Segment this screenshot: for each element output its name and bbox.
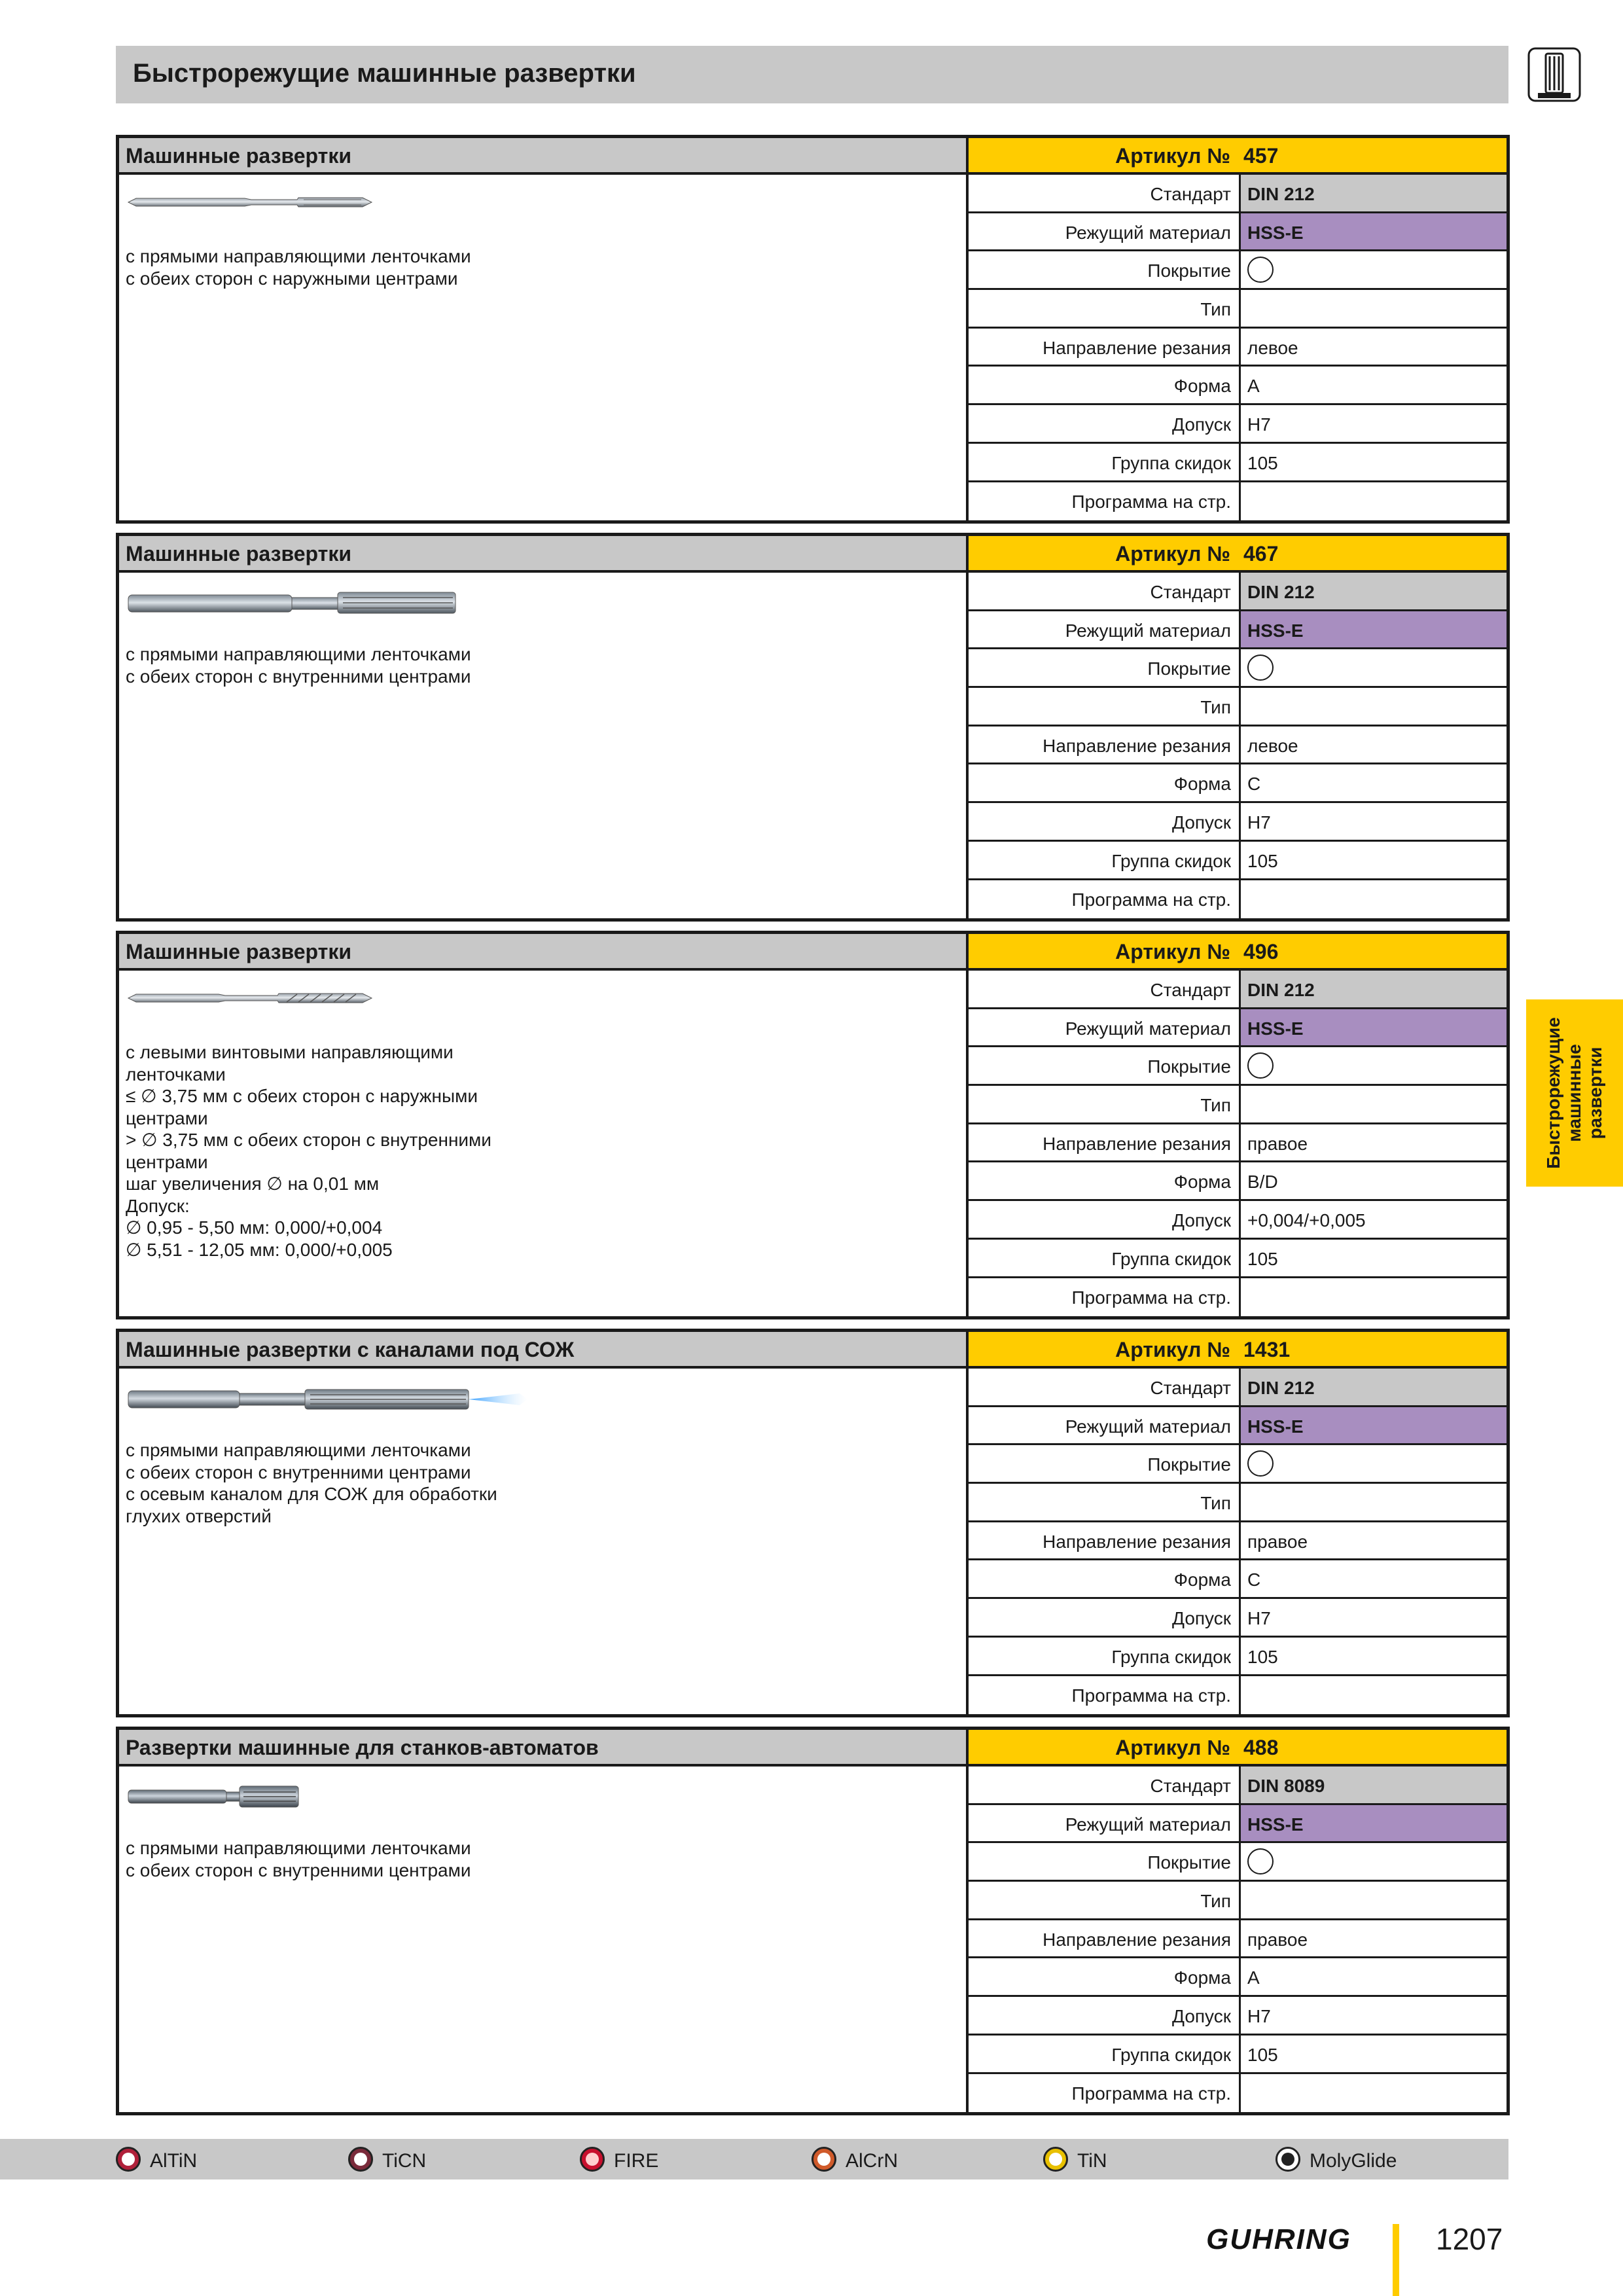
spec-value-direction: левое	[1247, 735, 1298, 756]
article-cell	[969, 536, 1507, 570]
article-cell	[969, 1332, 1507, 1366]
guhring-logo	[1183, 2224, 1374, 2254]
spec-row-direction	[969, 1522, 1507, 1561]
spec-value-material: HSS-E	[1247, 620, 1304, 641]
spec-label: Направление резания	[1043, 1929, 1231, 1950]
side-tab-line: Быстрорежущие	[1543, 1017, 1563, 1169]
spec-row-discount	[969, 2036, 1507, 2074]
spec-label: Стандарт	[1150, 1378, 1231, 1398]
product-header	[119, 1730, 1507, 1767]
product-description-cell	[119, 1369, 969, 1714]
spec-table	[969, 971, 1507, 1316]
spec-row-coating	[969, 1445, 1507, 1484]
spec-label: Допуск	[1172, 1210, 1231, 1231]
side-tab-line: машинные	[1564, 1044, 1584, 1142]
product-block-488	[116, 1727, 1510, 2115]
spec-label: Допуск	[1172, 414, 1231, 435]
spec-row-type	[969, 688, 1507, 726]
product-name-cell	[119, 934, 969, 968]
spec-value-form: A	[1247, 376, 1260, 397]
legend-label: AlCrN	[846, 2150, 898, 2172]
spec-row-program	[969, 1676, 1507, 1715]
spec-value-direction: правое	[1247, 1929, 1308, 1950]
article-label: Артикул №	[1115, 940, 1230, 963]
product-description-cell	[119, 971, 969, 1316]
spec-label: Группа скидок	[1111, 1646, 1231, 1667]
spec-label: Покрытие	[1147, 658, 1231, 679]
reamer-image	[127, 1383, 533, 1416]
product-block-496	[116, 931, 1510, 1319]
spec-row-coating	[969, 649, 1507, 688]
spec-value-standard: DIN 212	[1247, 184, 1315, 204]
spec-value-tolerance: H7	[1247, 414, 1271, 435]
spec-row-program	[969, 2074, 1507, 2113]
spec-value-discount: 105	[1247, 452, 1278, 473]
reamer-image	[127, 1781, 304, 1811]
spec-label: Форма	[1173, 1570, 1231, 1590]
spec-label: Форма	[1173, 1172, 1231, 1193]
spec-row-material	[969, 1009, 1507, 1048]
spec-value-standard: DIN 212	[1247, 980, 1315, 1000]
fire-coating-icon	[580, 2147, 605, 2172]
spec-label: Программа на стр.	[1071, 491, 1231, 512]
spec-value-material: HSS-E	[1247, 1814, 1304, 1835]
spec-label: Стандарт	[1150, 184, 1231, 204]
spec-value-direction: левое	[1247, 337, 1298, 358]
product-name: Машинные развертки	[126, 940, 352, 963]
spec-row-discount	[969, 444, 1507, 482]
spec-value-material: HSS-E	[1247, 1416, 1304, 1437]
spec-label: Направление резания	[1043, 1531, 1231, 1552]
spec-row-coating	[969, 251, 1507, 290]
article-number: 1431	[1243, 1338, 1291, 1361]
product-block-1431	[116, 1329, 1510, 1717]
spec-row-material	[969, 213, 1507, 252]
reamer-image	[127, 189, 376, 215]
page-title: Быстрорежущие машинные развертки	[133, 59, 636, 88]
product-name-cell	[119, 138, 969, 172]
spec-value-discount: 105	[1247, 1646, 1278, 1667]
article-label: Артикул №	[1115, 144, 1230, 168]
spec-label: Группа скидок	[1111, 850, 1231, 871]
spec-label: Программа на стр.	[1071, 889, 1231, 910]
legend-label: TiN	[1077, 2150, 1107, 2172]
spec-row-program	[969, 880, 1507, 919]
spec-table	[969, 573, 1507, 918]
spec-row-tolerance	[969, 1997, 1507, 2036]
article-cell	[969, 934, 1507, 968]
side-section-tab[interactable]	[1526, 999, 1623, 1187]
reamer-category-icon	[1527, 47, 1581, 102]
page-header	[116, 46, 1508, 103]
spec-label: Покрытие	[1147, 260, 1231, 281]
spec-row-program	[969, 1278, 1507, 1317]
spec-label: Стандарт	[1150, 980, 1231, 1000]
uncoated-circle-icon	[1247, 655, 1274, 681]
product-header	[119, 934, 1507, 971]
spec-value-form: C	[1247, 774, 1261, 795]
spec-label: Группа скидок	[1111, 2044, 1231, 2065]
spec-label: Программа на стр.	[1071, 2083, 1231, 2104]
side-tab-label	[1543, 1017, 1606, 1169]
product-name: Машинные развертки	[126, 144, 352, 168]
spec-row-coating	[969, 1047, 1507, 1086]
product-name: Машинные развертки	[126, 542, 352, 565]
spec-row-standard	[969, 1767, 1507, 1805]
spec-row-form	[969, 764, 1507, 803]
coatings-legend	[0, 2139, 1508, 2179]
spec-row-form	[969, 367, 1507, 405]
spec-value-material: HSS-E	[1247, 222, 1304, 243]
spec-label: Форма	[1173, 1967, 1231, 1988]
spec-label: Стандарт	[1150, 1776, 1231, 1796]
product-description: с прямыми направляющими ленточками с обеих сторон с внутренними центрами	[126, 644, 471, 687]
footer-accent-bar	[1393, 2224, 1399, 2296]
product-name: Развертки машинные для станков-автоматов	[126, 1736, 599, 1759]
spec-row-discount	[969, 1240, 1507, 1278]
product-block-457	[116, 135, 1510, 524]
product-name-cell	[119, 1332, 969, 1366]
spec-label: Режущий материал	[1065, 222, 1231, 243]
product-description: с прямыми направляющими ленточками с обеих сторон с наружными центрами	[126, 246, 471, 289]
spec-table	[969, 1369, 1507, 1714]
product-description-cell	[119, 1767, 969, 2112]
spec-row-tolerance	[969, 803, 1507, 842]
spec-row-material	[969, 611, 1507, 650]
reamer-image	[127, 587, 461, 619]
spec-label: Группа скидок	[1111, 452, 1231, 473]
product-name-cell	[119, 1730, 969, 1764]
spec-row-discount	[969, 842, 1507, 880]
spec-row-form	[969, 1162, 1507, 1201]
spec-label: Покрытие	[1147, 1454, 1231, 1475]
spec-row-tolerance	[969, 1599, 1507, 1638]
spec-label: Режущий материал	[1065, 1018, 1231, 1039]
spec-row-tolerance	[969, 1201, 1507, 1240]
alcrn-coating-icon	[812, 2147, 836, 2172]
spec-value-form: B/D	[1247, 1172, 1278, 1193]
article-label: Артикул №	[1115, 542, 1230, 565]
spec-label: Покрытие	[1147, 1056, 1231, 1077]
legend-label: TiCN	[382, 2150, 427, 2172]
product-header	[119, 1332, 1507, 1369]
spec-row-type	[969, 1882, 1507, 1920]
product-description: с прямыми направляющими ленточками с обеих сторон с внутренними центрами	[126, 1838, 471, 1880]
spec-label: Программа на стр.	[1071, 1287, 1231, 1308]
product-header	[119, 138, 1507, 175]
spec-value-material: HSS-E	[1247, 1018, 1304, 1039]
spec-row-direction	[969, 1920, 1507, 1959]
spec-label: Форма	[1173, 376, 1231, 397]
spec-row-coating	[969, 1843, 1507, 1882]
spec-row-standard	[969, 971, 1507, 1009]
spec-label: Допуск	[1172, 812, 1231, 833]
spec-table	[969, 1767, 1507, 2112]
legend-label: AlTiN	[150, 2150, 198, 2172]
spec-row-form	[969, 1958, 1507, 1997]
spec-value-standard: DIN 212	[1247, 582, 1315, 602]
product-description: с левыми винтовыми направляющими ленточками ≤ ∅ 3,75 мм с обеих сторон с наружными центрами > ∅ 3,75 мм с обеих сторон с внутренними центрами шаг увеличения ∅ на 0,01 мм Допуск: ∅ 0,95 - 5,50 мм: 0,000/+0,004 ∅ 5,51 - 12,05 мм: 0,000/+0,005	[126, 1042, 491, 1260]
spec-value-tolerance: H7	[1247, 2006, 1271, 2027]
spec-label: Форма	[1173, 774, 1231, 795]
spec-label: Стандарт	[1150, 582, 1231, 602]
brand-name: GUHRING	[1206, 2224, 1351, 2254]
spec-label: Тип	[1200, 1891, 1231, 1912]
article-number: 467	[1243, 542, 1279, 565]
product-header	[119, 536, 1507, 573]
spec-label: Направление резания	[1043, 735, 1231, 756]
spec-label: Направление резания	[1043, 1133, 1231, 1154]
page-number: 1207	[1436, 2222, 1503, 2256]
spec-row-type	[969, 1086, 1507, 1124]
spec-label: Покрытие	[1147, 1852, 1231, 1873]
spec-row-type	[969, 1484, 1507, 1522]
spec-value-discount: 105	[1247, 1248, 1278, 1269]
spec-label: Группа скидок	[1111, 1248, 1231, 1269]
spec-row-form	[969, 1560, 1507, 1599]
uncoated-circle-icon	[1247, 1450, 1274, 1477]
spec-row-standard	[969, 1369, 1507, 1407]
spec-value-direction: правое	[1247, 1133, 1308, 1154]
spec-label: Режущий материал	[1065, 1814, 1231, 1835]
spec-row-tolerance	[969, 405, 1507, 444]
spec-label: Режущий материал	[1065, 1416, 1231, 1437]
spec-label: Тип	[1200, 299, 1231, 320]
uncoated-circle-icon	[1247, 257, 1274, 283]
product-block-467	[116, 533, 1510, 922]
spec-value-standard: DIN 8089	[1247, 1776, 1325, 1796]
molyglide-coating-icon	[1275, 2147, 1300, 2172]
uncoated-circle-icon	[1247, 1848, 1274, 1874]
spec-row-material	[969, 1407, 1507, 1446]
spec-row-direction	[969, 726, 1507, 765]
spec-value-form: A	[1247, 1967, 1260, 1988]
product-description: с прямыми направляющими ленточками с обеих сторон с внутренними центрами с осевым каналом для СОЖ для обработки глухих отверстий	[126, 1440, 497, 1526]
spec-value-standard: DIN 212	[1247, 1378, 1315, 1398]
spec-value-discount: 105	[1247, 2044, 1278, 2065]
spec-value-tolerance: H7	[1247, 1608, 1271, 1629]
article-label: Артикул №	[1115, 1736, 1230, 1759]
spec-label: Допуск	[1172, 1608, 1231, 1629]
spec-table	[969, 175, 1507, 520]
product-description-cell	[119, 573, 969, 918]
spec-row-direction	[969, 329, 1507, 367]
product-description-cell	[119, 175, 969, 520]
spec-row-program	[969, 482, 1507, 521]
product-name-cell	[119, 536, 969, 570]
spec-label: Тип	[1200, 697, 1231, 718]
spec-value-direction: правое	[1247, 1531, 1308, 1552]
spec-row-standard	[969, 175, 1507, 213]
spec-row-discount	[969, 1638, 1507, 1676]
spec-label: Тип	[1200, 1095, 1231, 1116]
article-number: 457	[1243, 144, 1279, 168]
spec-label: Тип	[1200, 1493, 1231, 1514]
ticn-coating-icon	[348, 2147, 373, 2172]
spec-row-type	[969, 290, 1507, 329]
side-tab-line: развертки	[1585, 1047, 1605, 1139]
article-number: 496	[1243, 940, 1279, 963]
article-number: 488	[1243, 1736, 1279, 1759]
spec-row-standard	[969, 573, 1507, 611]
spec-label: Направление резания	[1043, 337, 1231, 358]
spec-row-direction	[969, 1124, 1507, 1163]
product-name: Машинные развертки с каналами под СОЖ	[126, 1338, 575, 1361]
article-cell	[969, 1730, 1507, 1764]
spec-value-tolerance: H7	[1247, 812, 1271, 833]
spec-label: Режущий материал	[1065, 620, 1231, 641]
spec-value-form: C	[1247, 1570, 1261, 1590]
spec-value-tolerance: +0,004/+0,005	[1247, 1210, 1366, 1231]
legend-label: FIRE	[614, 2150, 659, 2172]
spec-label: Программа на стр.	[1071, 1685, 1231, 1706]
article-label: Артикул №	[1115, 1338, 1230, 1361]
altin-coating-icon	[116, 2147, 141, 2172]
uncoated-circle-icon	[1247, 1052, 1274, 1079]
spec-value-discount: 105	[1247, 850, 1278, 871]
spec-label: Допуск	[1172, 2006, 1231, 2027]
reamer-image	[127, 985, 376, 1011]
article-cell	[969, 138, 1507, 172]
spec-row-material	[969, 1805, 1507, 1844]
tin-coating-icon	[1043, 2147, 1068, 2172]
legend-label: MolyGlide	[1310, 2150, 1397, 2172]
